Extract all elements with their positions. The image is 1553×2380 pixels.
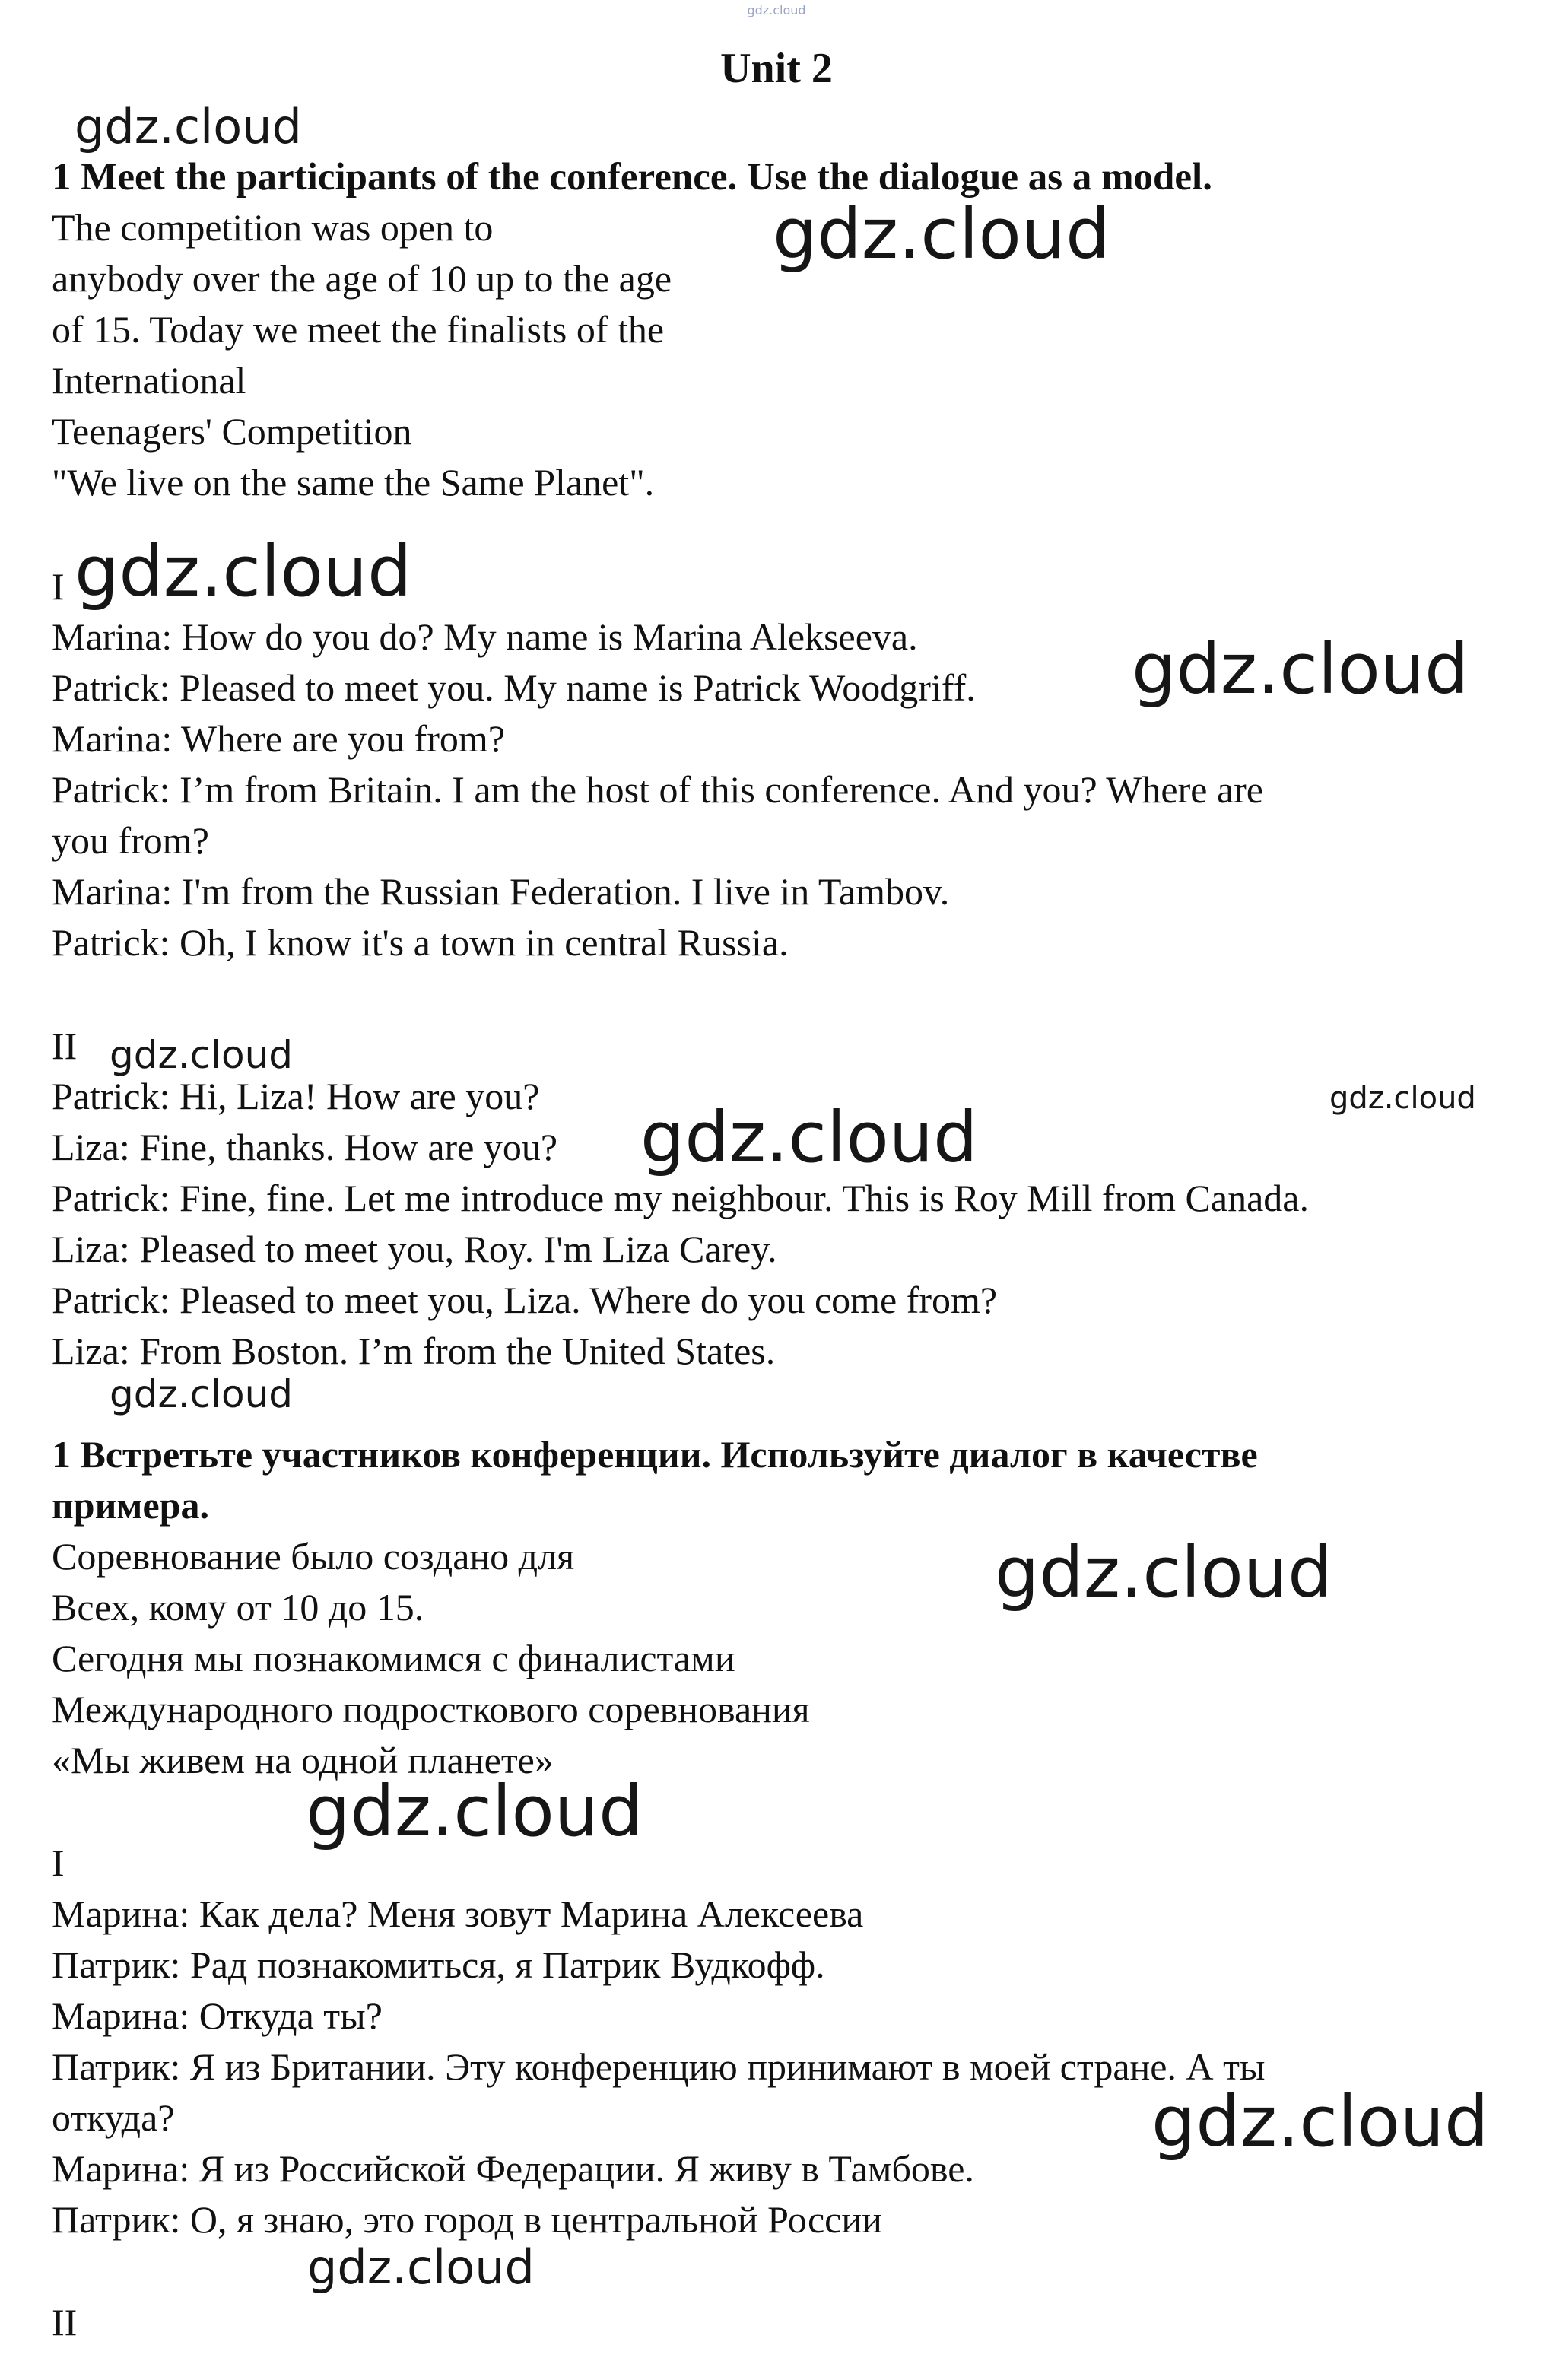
english-intro-line: anybody over the age of 10 up to the age xyxy=(52,257,672,300)
watermark: gdz.cloud xyxy=(75,531,412,612)
russian-intro-line: Сегодня мы познакомимся с финалистами xyxy=(52,1637,735,1679)
dialogue-line: Патрик: О, я знаю, это город в центральной России xyxy=(52,2198,882,2241)
watermark: gdz.cloud xyxy=(640,1097,978,1178)
watermark: gdz.cloud xyxy=(307,2239,535,2295)
watermark: gdz.cloud xyxy=(75,99,302,154)
english-dialogue1-label: I xyxy=(52,565,65,608)
russian-intro-line: Всех, кому от 10 до 15. xyxy=(52,1586,424,1629)
russian-dialogue1-label: I xyxy=(52,1841,65,1884)
watermark: gdz.cloud xyxy=(995,1532,1332,1613)
watermark: gdz.cloud xyxy=(1329,1081,1476,1116)
dialogue-line: Патрик: Рад познакомиться, я Патрик Вудкофф. xyxy=(52,1943,825,1986)
russian-intro-line: «Мы живем на одной планете» xyxy=(52,1739,554,1781)
dialogue-line: Liza: From Boston. I’m from the United States. xyxy=(52,1330,776,1372)
dialogue-line: Patrick: Fine, fine. Let me introduce my neighbour. This is Roy Mill from Canada. xyxy=(52,1177,1309,1219)
dialogue-line: Marina: Where are you from? xyxy=(52,717,506,760)
dialogue-line: Marina: How do you do? My name is Marina Alekseeva. xyxy=(52,615,918,658)
dialogue-line: Марина: Как дела? Меня зовут Марина Алексеева xyxy=(52,1892,864,1935)
top-watermark: gdz.cloud xyxy=(747,3,806,17)
watermark: gdz.cloud xyxy=(110,1372,294,1416)
english-intro-line: Teenagers' Competition xyxy=(52,410,412,453)
dialogue-line: Марина: Откуда ты? xyxy=(52,1994,383,2037)
dialogue-line: Patrick: I’m from Britain. I am the host of this conference. And you? Where are xyxy=(52,768,1263,811)
dialogue-line: Patrick: Oh, I know it's a town in central Russia. xyxy=(52,921,789,964)
dialogue-line: Liza: Pleased to meet you, Roy. I'm Liza Carey. xyxy=(52,1228,777,1270)
dialogue-line: Patrick: Pleased to meet you. My name is Patrick Woodgriff. xyxy=(52,666,976,709)
russian-task-heading: примера. xyxy=(52,1484,209,1527)
dialogue-line: Liza: Fine, thanks. How are you? xyxy=(52,1126,558,1168)
dialogue-line: Marina: I'm from the Russian Federation. I live in Tambov. xyxy=(52,870,950,913)
english-dialogue2-label: II xyxy=(52,1025,78,1067)
dialogue-line: откуда? xyxy=(52,2096,175,2139)
dialogue-line: Марина: Я из Российской Федерации. Я живу в Тамбове. xyxy=(52,2147,974,2190)
dialogue-line: Patrick: Pleased to meet you, Liza. Where do you come from? xyxy=(52,1279,998,1321)
english-intro-line: International xyxy=(52,359,246,402)
russian-dialogue2-label: II xyxy=(52,2301,78,2343)
russian-intro-line: Соревнование было создано для xyxy=(52,1535,575,1578)
russian-task-heading: 1 Встретьте участников конференции. Используйте диалог в качестве xyxy=(52,1433,1258,1476)
english-task-heading: 1 Meet the participants of the conference. Use the dialogue as a model. xyxy=(52,156,1212,199)
english-intro-line: "We live on the same the Same Planet". xyxy=(52,461,655,504)
watermark: gdz.cloud xyxy=(1151,2081,1489,2162)
dialogue-line: Патрик: Я из Британии. Эту конференцию принимают в моей стране. А ты xyxy=(52,2045,1266,2088)
english-intro-line: The competition was open to xyxy=(52,206,494,249)
watermark: gdz.cloud xyxy=(306,1771,643,1852)
watermark: gdz.cloud xyxy=(773,193,1110,275)
english-intro-line: of 15. Today we meet the finalists of the xyxy=(52,308,665,351)
watermark: gdz.cloud xyxy=(1132,628,1469,710)
dialogue-line: you from? xyxy=(52,819,209,862)
watermark: gdz.cloud xyxy=(110,1033,294,1077)
dialogue-line: Patrick: Hi, Liza! How are you? xyxy=(52,1075,540,1117)
page-title: Unit 2 xyxy=(720,45,833,92)
russian-intro-line: Международного подросткового соревнования xyxy=(52,1688,810,1730)
